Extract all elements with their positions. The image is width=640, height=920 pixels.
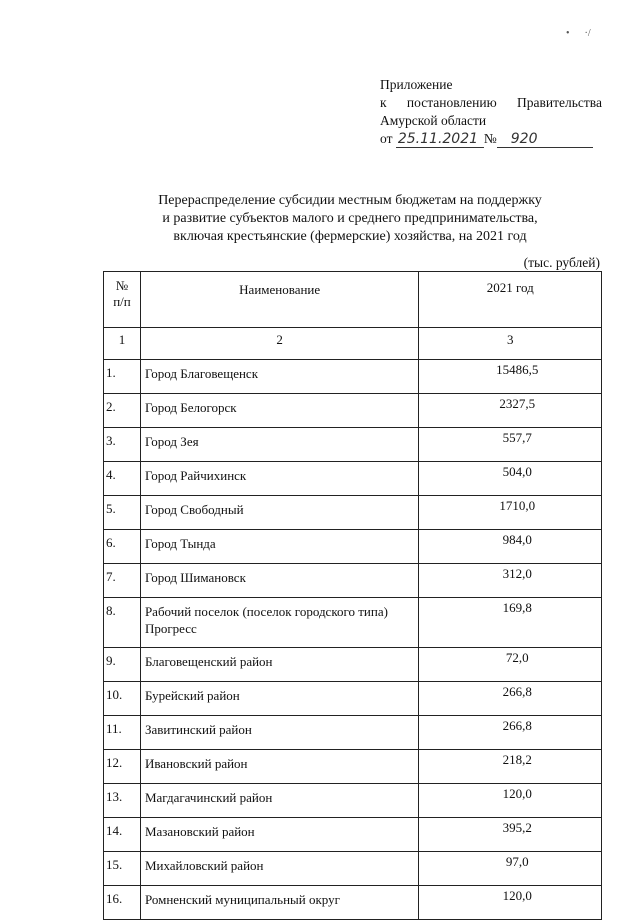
row-value: 97,0 <box>419 852 602 886</box>
row-value: 312,0 <box>419 564 602 598</box>
row-name: Завитинский район <box>140 716 418 750</box>
row-value: 984,0 <box>419 530 602 564</box>
from-label: от <box>380 131 393 146</box>
appendix-title: Приложение <box>380 77 453 92</box>
row-number: 11. <box>104 716 141 750</box>
title-line-3: включая крестьянские (фермерские) хозяйства, на 2021 год <box>173 229 527 244</box>
subsidy-table <box>103 271 602 920</box>
row-value: 120,0 <box>419 784 602 818</box>
header-name: Наименование <box>140 272 418 328</box>
appendix-postanovleniyu: постановлению <box>406 95 497 110</box>
row-name: Бурейский район <box>140 682 418 716</box>
row-name: Ивановский район <box>140 750 418 784</box>
table-row <box>104 886 602 920</box>
table-row <box>104 750 602 784</box>
handwritten-date: 25.11.2021 <box>396 132 484 148</box>
row-name: Город Шимановск <box>140 564 418 598</box>
row-name: Магдагачинский район <box>140 784 418 818</box>
row-value: 218,2 <box>419 750 602 784</box>
number-label: № <box>483 131 497 146</box>
index-cell: 1 <box>104 328 141 360</box>
appendix-block <box>380 76 602 148</box>
row-number: 4. <box>104 462 141 496</box>
appendix-region: Амурской области <box>380 113 487 128</box>
appendix-decree-line <box>380 94 602 112</box>
index-cell: 2 <box>140 328 418 360</box>
appendix-k: к <box>380 95 387 110</box>
table-row <box>104 564 602 598</box>
row-number: 1. <box>104 360 141 394</box>
row-number: 9. <box>104 648 141 682</box>
table-row <box>104 530 602 564</box>
title-line-1: Перераспределение субсидии местным бюджетам на поддержку <box>158 193 542 208</box>
header-number <box>104 272 141 328</box>
row-value: 395,2 <box>419 818 602 852</box>
row-value: 2327,5 <box>419 394 602 428</box>
row-name: Мазановский район <box>140 818 418 852</box>
row-number: 16. <box>104 886 141 920</box>
row-name: Город Свободный <box>140 496 418 530</box>
table-header-row <box>104 272 602 328</box>
index-row <box>104 328 602 360</box>
table-row <box>104 428 602 462</box>
row-number: 10. <box>104 682 141 716</box>
table-row <box>104 462 602 496</box>
table-row <box>104 394 602 428</box>
table-row <box>104 716 602 750</box>
header-number-symbol: № <box>115 278 129 293</box>
row-value: 266,8 <box>419 716 602 750</box>
row-value: 557,7 <box>419 428 602 462</box>
table-row <box>104 852 602 886</box>
row-name: Город Райчихинск <box>140 462 418 496</box>
row-number: 7. <box>104 564 141 598</box>
handwritten-number: 920 <box>497 132 593 148</box>
appendix-pravitelstva: Правительства <box>517 95 602 110</box>
table-row <box>104 818 602 852</box>
row-number: 15. <box>104 852 141 886</box>
table-row <box>104 360 602 394</box>
index-cell: 3 <box>419 328 602 360</box>
row-number: 3. <box>104 428 141 462</box>
table-row <box>104 598 602 648</box>
row-name: Ромненский муниципальный округ <box>140 886 418 920</box>
table-row <box>104 648 602 682</box>
row-number: 6. <box>104 530 141 564</box>
appendix-date-line <box>380 130 602 148</box>
row-number: 14. <box>104 818 141 852</box>
row-name: Рабочий поселок (поселок городского типа) Прогресс <box>140 598 418 648</box>
row-value: 120,0 <box>419 886 602 920</box>
row-name: Город Белогорск <box>140 394 418 428</box>
row-name: Благовещенский район <box>140 648 418 682</box>
units-label: (тыс. рублей) <box>523 255 600 270</box>
row-value: 266,8 <box>419 682 602 716</box>
row-number: 5. <box>104 496 141 530</box>
row-number: 13. <box>104 784 141 818</box>
header-number-pp: п/п <box>113 294 131 309</box>
row-value: 1710,0 <box>419 496 602 530</box>
row-name: Город Благовещенск <box>140 360 418 394</box>
row-value: 72,0 <box>419 648 602 682</box>
table-row <box>104 784 602 818</box>
row-value: 15486,5 <box>419 360 602 394</box>
table-row <box>104 682 602 716</box>
row-name: Михайловский район <box>140 852 418 886</box>
document-title <box>130 192 570 246</box>
row-number: 8. <box>104 598 141 648</box>
header-year: 2021 год <box>419 272 602 328</box>
row-name: Город Зея <box>140 428 418 462</box>
row-name: Город Тында <box>140 530 418 564</box>
scan-marks: • ·/ <box>566 28 591 39</box>
title-line-2: и развитие субъектов малого и среднего предпринимательства, <box>162 211 538 226</box>
row-number: 2. <box>104 394 141 428</box>
row-number: 12. <box>104 750 141 784</box>
row-value: 504,0 <box>419 462 602 496</box>
table-row <box>104 496 602 530</box>
row-value: 169,8 <box>419 598 602 648</box>
